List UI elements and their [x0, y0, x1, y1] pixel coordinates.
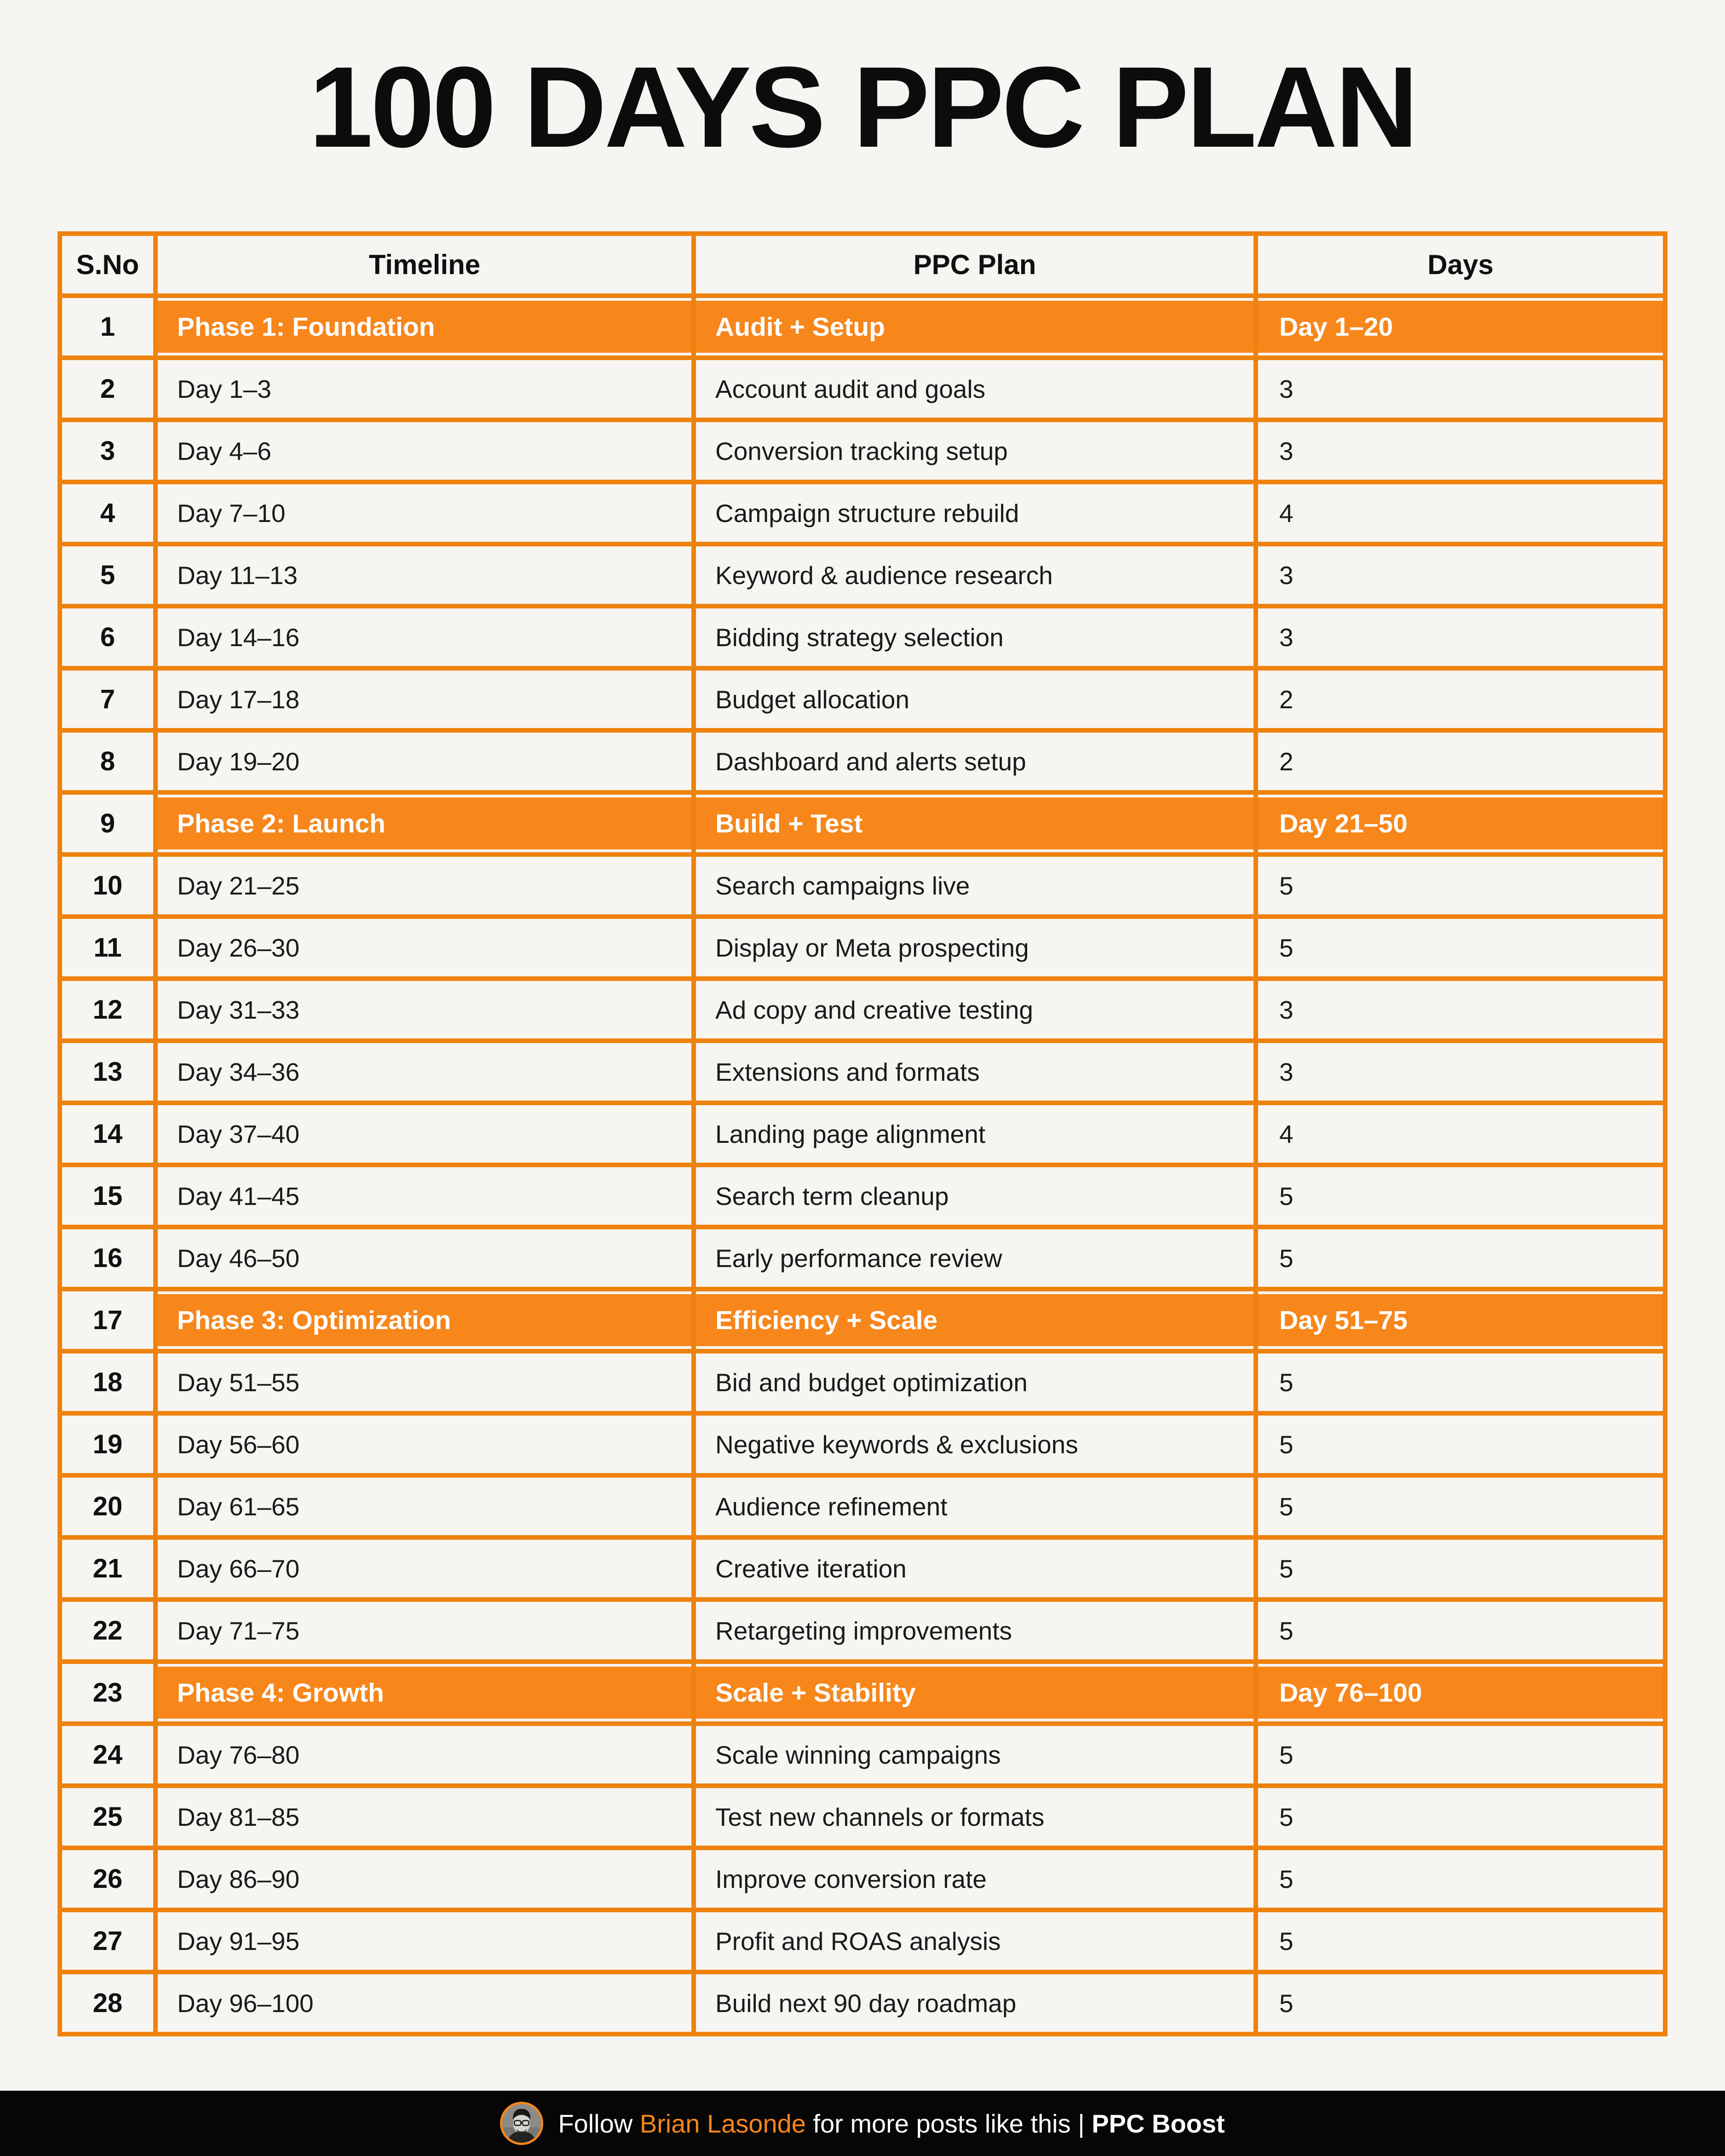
days-cell-text: 5: [1279, 1864, 1294, 1893]
timeline-cell-text: Day 56–60: [177, 1430, 300, 1459]
ppc-plan-cell: [694, 420, 1256, 482]
timeline-cell: [155, 1475, 694, 1537]
header-timeline-label: Timeline: [368, 249, 481, 280]
ppc-plan-cell: [694, 482, 1256, 544]
footer-middle: for more posts like this: [805, 2109, 1078, 2138]
timeline-cell: [155, 296, 694, 358]
serial-number-cell-text: 4: [100, 498, 115, 528]
timeline-cell: [155, 1537, 694, 1600]
timeline-cell-text: Day 81–85: [177, 1802, 300, 1831]
serial-number-cell-text: 17: [92, 1305, 123, 1335]
timeline-cell-text: Day 61–65: [177, 1492, 300, 1521]
ppc-plan-cell: [694, 1537, 1256, 1600]
timeline-cell: [155, 482, 694, 544]
timeline-cell: [155, 1662, 694, 1724]
ppc-plan-cell: [694, 1475, 1256, 1537]
ppc-plan-cell-text: Audit + Setup: [715, 312, 885, 342]
days-cell: [1256, 1848, 1665, 1910]
days-cell-text: 4: [1279, 499, 1294, 528]
days-cell: [1256, 1289, 1665, 1351]
serial-number-cell: [60, 1662, 155, 1724]
ppc-plan-cell-text: Search term cleanup: [715, 1181, 949, 1210]
table-row: [60, 1910, 1665, 1972]
ppc-plan-cell-text: Bid and budget optimization: [715, 1368, 1028, 1397]
days-cell-text: 5: [1279, 1740, 1294, 1769]
ppc-plan-cell-text: Retargeting improvements: [715, 1616, 1012, 1645]
ppc-plan-cell-text: Extensions and formats: [715, 1057, 980, 1086]
days-cell-text: 5: [1279, 871, 1294, 900]
serial-number-cell-text: 1: [100, 312, 115, 342]
timeline-cell-text: Phase 3: Optimization: [177, 1305, 451, 1335]
days-cell-text: 4: [1279, 1119, 1294, 1148]
timeline-cell-text: Phase 2: Launch: [177, 808, 385, 838]
ppc-plan-cell: [694, 296, 1256, 358]
serial-number-cell: [60, 792, 155, 854]
timeline-cell-text: Day 31–33: [177, 995, 300, 1024]
serial-number-cell-text: 10: [92, 871, 123, 900]
serial-number-cell: [60, 1537, 155, 1600]
serial-number-cell: [60, 1910, 155, 1972]
serial-number-cell: [60, 1724, 155, 1786]
ppc-plan-cell: [694, 1041, 1256, 1103]
ppc-plan-cell: [694, 1910, 1256, 1972]
ppc-plan-cell-text: Efficiency + Scale: [715, 1305, 938, 1335]
page-title: 100 DAYS PPC PLAN: [309, 43, 1416, 171]
timeline-cell: [155, 1041, 694, 1103]
ppc-plan-cell: [694, 1289, 1256, 1351]
phase-row: [60, 1662, 1665, 1724]
author-name: Brian Lasonde: [639, 2109, 806, 2138]
days-cell-text: 2: [1279, 747, 1294, 776]
serial-number-cell-text: 20: [92, 1491, 123, 1521]
ppc-plan-cell: [694, 1972, 1256, 2034]
serial-number-cell: [60, 296, 155, 358]
days-cell: [1256, 1351, 1665, 1413]
timeline-cell-text: Day 26–30: [177, 933, 300, 962]
timeline-cell: [155, 358, 694, 420]
ppc-plan-cell-text: Creative iteration: [715, 1554, 907, 1583]
header-sno-label: S.No: [76, 249, 139, 280]
serial-number-cell-text: 18: [92, 1367, 123, 1397]
serial-number-cell: [60, 1786, 155, 1848]
days-cell-text: 5: [1279, 1802, 1294, 1831]
days-cell: [1256, 544, 1665, 606]
ppc-plan-cell: [694, 917, 1256, 979]
ppc-plan-cell-text: Profit and ROAS analysis: [715, 1927, 1001, 1955]
title-section: [0, 0, 1725, 171]
ppc-plan-cell-text: Account audit and goals: [715, 374, 986, 403]
serial-number-cell: [60, 544, 155, 606]
days-cell-text: 5: [1279, 1989, 1294, 2018]
days-cell: [1256, 1165, 1665, 1227]
ppc-plan-cell: [694, 544, 1256, 606]
days-cell-text: 3: [1279, 436, 1294, 465]
days-cell-text: 5: [1279, 1927, 1294, 1955]
timeline-cell: [155, 1910, 694, 1972]
serial-number-cell-text: 8: [100, 746, 115, 776]
phase-row: [60, 1289, 1665, 1351]
serial-number-cell: [60, 1600, 155, 1662]
table-row: [60, 420, 1665, 482]
days-cell-text: 5: [1279, 1492, 1294, 1521]
ppc-plan-cell-text: Ad copy and creative testing: [715, 995, 1033, 1024]
timeline-cell-text: Day 7–10: [177, 499, 286, 528]
serial-number-cell: [60, 358, 155, 420]
table-row: [60, 1227, 1665, 1289]
ppc-plan-cell-text: Search campaigns live: [715, 871, 970, 900]
days-cell: [1256, 1103, 1665, 1165]
days-cell-text: Day 1–20: [1279, 312, 1393, 342]
serial-number-cell-text: 27: [92, 1926, 123, 1956]
days-cell-text: 5: [1279, 933, 1294, 962]
days-cell: [1256, 668, 1665, 730]
ppc-plan-cell: [694, 1848, 1256, 1910]
header-days-label: Days: [1427, 249, 1494, 280]
header-ppc-plan-label: PPC Plan: [913, 249, 1036, 280]
serial-number-cell-text: 16: [92, 1243, 123, 1273]
days-cell-text: 5: [1279, 1554, 1294, 1583]
ppc-plan-cell-text: Keyword & audience research: [715, 561, 1053, 590]
days-cell-text: 3: [1279, 995, 1294, 1024]
timeline-cell: [155, 1227, 694, 1289]
days-cell: [1256, 606, 1665, 668]
timeline-cell: [155, 544, 694, 606]
days-cell-text: 5: [1279, 1244, 1294, 1273]
timeline-cell-text: Phase 1: Foundation: [177, 312, 435, 342]
table-row: [60, 1848, 1665, 1910]
days-cell: [1256, 917, 1665, 979]
timeline-cell-text: Day 41–45: [177, 1181, 300, 1210]
timeline-cell-text: Day 17–18: [177, 685, 300, 714]
timeline-cell-text: Day 37–40: [177, 1119, 300, 1148]
timeline-cell: [155, 1786, 694, 1848]
serial-number-cell: [60, 1227, 155, 1289]
days-cell-text: 2: [1279, 685, 1294, 714]
ppc-plan-cell: [694, 1227, 1256, 1289]
timeline-cell-text: Day 76–80: [177, 1740, 300, 1769]
header-days: [1256, 234, 1665, 296]
serial-number-cell: [60, 1289, 155, 1351]
ppc-plan-cell-text: Dashboard and alerts setup: [715, 747, 1026, 776]
brand-name: PPC Boost: [1092, 2109, 1225, 2138]
serial-number-cell: [60, 482, 155, 544]
days-cell: [1256, 1475, 1665, 1537]
table-row: [60, 1165, 1665, 1227]
days-cell: [1256, 420, 1665, 482]
ppc-plan-cell: [694, 792, 1256, 854]
timeline-cell: [155, 1724, 694, 1786]
days-cell-text: 5: [1279, 1368, 1294, 1397]
timeline-cell: [155, 1165, 694, 1227]
serial-number-cell-text: 5: [100, 560, 115, 590]
serial-number-cell: [60, 420, 155, 482]
serial-number-cell: [60, 1351, 155, 1413]
timeline-cell: [155, 730, 694, 792]
ppc-plan-cell-text: Build next 90 day roadmap: [715, 1989, 1017, 2018]
ppc-plan-cell: [694, 1351, 1256, 1413]
days-cell: [1256, 1724, 1665, 1786]
ppc-plan-cell-text: Early performance review: [715, 1244, 1002, 1273]
ppc-plan-cell-text: Improve conversion rate: [715, 1864, 987, 1893]
days-cell: [1256, 1041, 1665, 1103]
timeline-cell: [155, 606, 694, 668]
header-ppc-plan: [694, 234, 1256, 296]
serial-number-cell: [60, 668, 155, 730]
table-row: [60, 606, 1665, 668]
ppc-plan-cell: [694, 1165, 1256, 1227]
header-timeline: [155, 234, 694, 296]
header-row: [60, 234, 1665, 296]
days-cell: [1256, 296, 1665, 358]
table-row: [60, 1351, 1665, 1413]
table-row: [60, 482, 1665, 544]
ppc-plan-cell-text: Display or Meta prospecting: [715, 933, 1029, 962]
table-row: [60, 1786, 1665, 1848]
ppc-plan-cell-text: Budget allocation: [715, 685, 909, 714]
ppc-plan-cell: [694, 668, 1256, 730]
footer-text: [558, 2109, 1225, 2139]
serial-number-cell-text: 6: [100, 622, 115, 652]
timeline-cell-text: Phase 4: Growth: [177, 1678, 384, 1708]
table-row: [60, 1413, 1665, 1475]
ppc-plan-cell-text: Test new channels or formats: [715, 1802, 1045, 1831]
serial-number-cell: [60, 1041, 155, 1103]
table-header: [60, 234, 1665, 296]
days-cell: [1256, 1910, 1665, 1972]
serial-number-cell-text: 23: [92, 1678, 123, 1708]
timeline-cell: [155, 979, 694, 1041]
days-cell-text: 5: [1279, 1616, 1294, 1645]
timeline-cell-text: Day 86–90: [177, 1864, 300, 1893]
timeline-cell-text: Day 34–36: [177, 1057, 300, 1086]
serial-number-cell-text: 28: [92, 1988, 123, 2018]
ppc-plan-cell: [694, 358, 1256, 420]
days-cell: [1256, 854, 1665, 917]
serial-number-cell: [60, 1103, 155, 1165]
serial-number-cell-text: 12: [92, 995, 123, 1025]
ppc-plan-cell-text: Bidding strategy selection: [715, 623, 1004, 652]
serial-number-cell-text: 11: [93, 933, 122, 963]
serial-number-cell-text: 25: [92, 1802, 123, 1832]
footer-separator: |: [1078, 2109, 1092, 2138]
table-row: [60, 544, 1665, 606]
ppc-plan-cell: [694, 979, 1256, 1041]
ppc-plan-cell: [694, 1786, 1256, 1848]
table-row: [60, 917, 1665, 979]
serial-number-cell: [60, 1413, 155, 1475]
days-cell-text: Day 76–100: [1279, 1678, 1422, 1708]
ppc-plan-cell: [694, 606, 1256, 668]
days-cell-text: 3: [1279, 623, 1294, 652]
timeline-cell-text: Day 19–20: [177, 747, 300, 776]
serial-number-cell: [60, 730, 155, 792]
ppc-plan-cell: [694, 1724, 1256, 1786]
days-cell-text: 3: [1279, 374, 1294, 403]
serial-number-cell-text: 24: [92, 1740, 123, 1770]
days-cell: [1256, 1227, 1665, 1289]
serial-number-cell: [60, 979, 155, 1041]
timeline-cell-text: Day 14–16: [177, 623, 300, 652]
days-cell: [1256, 482, 1665, 544]
ppc-plan-cell: [694, 1413, 1256, 1475]
timeline-cell: [155, 1848, 694, 1910]
timeline-cell: [155, 420, 694, 482]
serial-number-cell: [60, 606, 155, 668]
table-row: [60, 730, 1665, 792]
ppc-plan-cell: [694, 730, 1256, 792]
ppc-plan-cell-text: Conversion tracking setup: [715, 436, 1008, 465]
table-row: [60, 979, 1665, 1041]
table-row: [60, 1537, 1665, 1600]
days-cell-text: Day 51–75: [1279, 1305, 1408, 1335]
ppc-plan-cell-text: Landing page alignment: [715, 1119, 986, 1148]
ppc-plan-cell: [694, 854, 1256, 917]
table-row: [60, 1724, 1665, 1786]
timeline-cell-text: Day 96–100: [177, 1989, 314, 2018]
days-cell-text: 3: [1279, 1057, 1294, 1086]
footer-prefix: Follow: [558, 2109, 640, 2138]
footer-bar: [0, 2091, 1725, 2156]
serial-number-cell-text: 7: [100, 684, 115, 714]
table-row: [60, 668, 1665, 730]
table-row: [60, 1600, 1665, 1662]
days-cell: [1256, 1972, 1665, 2034]
serial-number-cell: [60, 854, 155, 917]
days-cell: [1256, 1537, 1665, 1600]
table-row: [60, 1475, 1665, 1537]
timeline-cell-text: Day 51–55: [177, 1368, 300, 1397]
ppc-plan-cell-text: Scale winning campaigns: [715, 1740, 1001, 1769]
timeline-cell-text: Day 71–75: [177, 1616, 300, 1645]
serial-number-cell-text: 2: [100, 374, 115, 404]
timeline-cell: [155, 668, 694, 730]
timeline-cell: [155, 1103, 694, 1165]
plan-table-body: [60, 296, 1665, 2034]
table-row: [60, 1103, 1665, 1165]
ppc-plan-cell: [694, 1662, 1256, 1724]
ppc-plan-cell-text: Negative keywords & exclusions: [715, 1430, 1078, 1459]
days-cell-text: Day 21–50: [1279, 808, 1408, 838]
serial-number-cell-text: 13: [92, 1057, 123, 1087]
serial-number-cell: [60, 917, 155, 979]
timeline-cell-text: Day 1–3: [177, 374, 271, 403]
ppc-plan-cell-text: Scale + Stability: [715, 1678, 916, 1708]
timeline-cell: [155, 1351, 694, 1413]
serial-number-cell-text: 15: [92, 1181, 123, 1211]
timeline-cell: [155, 1972, 694, 2034]
timeline-cell: [155, 1289, 694, 1351]
timeline-cell: [155, 792, 694, 854]
serial-number-cell: [60, 1972, 155, 2034]
days-cell-text: 5: [1279, 1430, 1294, 1459]
days-cell: [1256, 1786, 1665, 1848]
table-row: [60, 1041, 1665, 1103]
timeline-cell: [155, 1600, 694, 1662]
serial-number-cell-text: 14: [92, 1119, 123, 1149]
days-cell: [1256, 1600, 1665, 1662]
timeline-cell-text: Day 91–95: [177, 1927, 300, 1955]
table-row: [60, 854, 1665, 917]
days-cell: [1256, 979, 1665, 1041]
serial-number-cell-text: 21: [92, 1554, 123, 1583]
days-cell: [1256, 358, 1665, 420]
days-cell-text: 3: [1279, 561, 1294, 590]
timeline-cell-text: Day 11–13: [177, 561, 298, 590]
serial-number-cell-text: 22: [92, 1616, 123, 1646]
serial-number-cell-text: 19: [92, 1429, 123, 1459]
serial-number-cell: [60, 1848, 155, 1910]
ppc-plan-cell-text: Build + Test: [715, 808, 863, 838]
days-cell: [1256, 792, 1665, 854]
timeline-cell-text: Day 66–70: [177, 1554, 300, 1583]
phase-row: [60, 296, 1665, 358]
phase-row: [60, 792, 1665, 854]
days-cell-text: 5: [1279, 1181, 1294, 1210]
ppc-plan-cell: [694, 1103, 1256, 1165]
serial-number-cell-text: 26: [92, 1864, 123, 1894]
ppc-plan-cell: [694, 1600, 1256, 1662]
ppc-plan-cell-text: Campaign structure rebuild: [715, 499, 1019, 528]
table-row: [60, 358, 1665, 420]
timeline-cell-text: Day 21–25: [177, 871, 300, 900]
serial-number-cell-text: 9: [100, 808, 115, 838]
serial-number-cell: [60, 1165, 155, 1227]
serial-number-cell: [60, 1475, 155, 1537]
serial-number-cell-text: 3: [100, 436, 115, 466]
header-sno: [60, 234, 155, 296]
timeline-cell: [155, 917, 694, 979]
timeline-cell: [155, 1413, 694, 1475]
days-cell: [1256, 730, 1665, 792]
timeline-cell-text: Day 46–50: [177, 1244, 300, 1273]
avatar-photo: [502, 2104, 541, 2143]
days-cell: [1256, 1662, 1665, 1724]
timeline-cell-text: Day 4–6: [177, 436, 271, 465]
avatar: [500, 2102, 543, 2145]
table-row: [60, 1972, 1665, 2034]
days-cell: [1256, 1413, 1665, 1475]
timeline-cell: [155, 854, 694, 917]
ppc-plan-table: [58, 231, 1668, 2036]
ppc-plan-cell-text: Audience refinement: [715, 1492, 948, 1521]
